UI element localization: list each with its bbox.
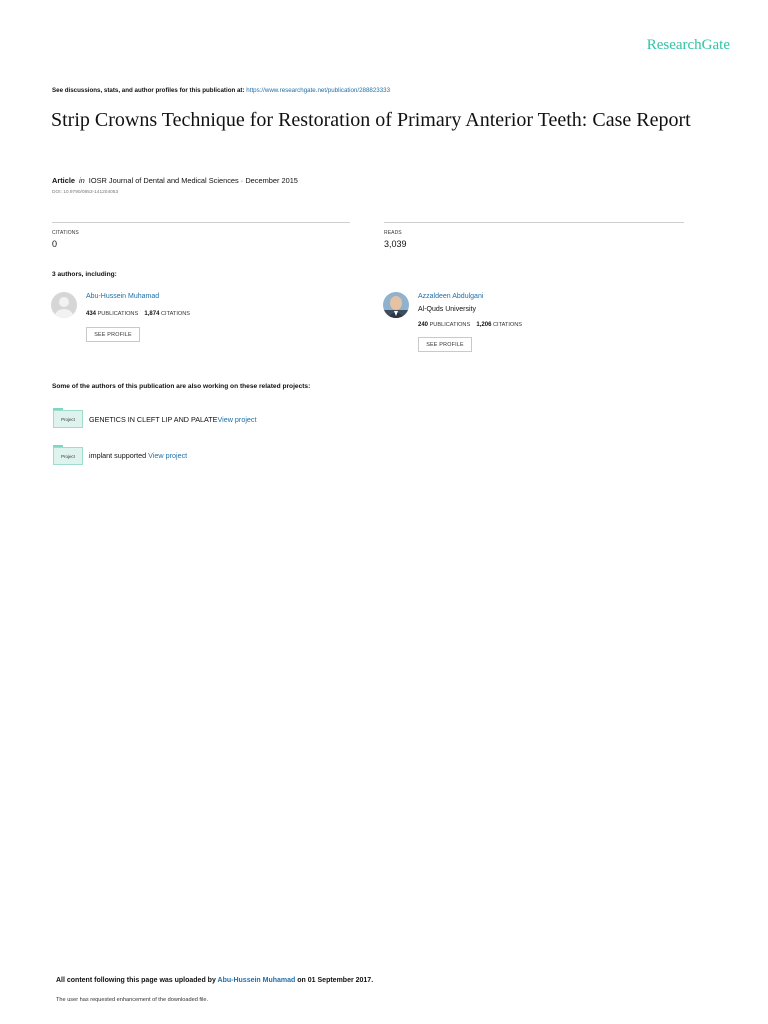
see-discussions-text: See discussions, stats, and author profiles for this publication at: (52, 87, 245, 94)
projects-heading: Some of the authors of this publication are also working on these related projects: (52, 383, 311, 390)
publications-label: PUBLICATIONS (429, 322, 471, 328)
project-folder-icon[interactable] (53, 408, 83, 428)
see-profile-button[interactable]: SEE PROFILE (418, 337, 472, 352)
publications-label: PUBLICATIONS (97, 311, 139, 317)
author-affiliation-2[interactable]: Al-Quds University (418, 306, 476, 313)
paper-title: Strip Crowns Technique for Restoration of Primary Anterior Teeth: Case Report (51, 109, 691, 131)
view-project-link[interactable]: View project (217, 415, 257, 424)
journal-name: IOSR Journal of Dental and Medical Sciences (88, 176, 239, 185)
see-discussions-line (52, 87, 390, 94)
author-name-1[interactable]: Abu-Hussein Muhamad (86, 293, 160, 300)
authors-heading: 3 authors, including: (52, 271, 117, 278)
article-type: Article (52, 176, 76, 185)
project-folder-icon[interactable] (53, 445, 83, 465)
default-user-avatar-icon[interactable] (51, 292, 77, 318)
user-photo-avatar[interactable] (383, 292, 409, 318)
see-profile-button[interactable]: SEE PROFILE (86, 327, 140, 342)
researchgate-logo[interactable]: ResearchGate (646, 37, 730, 53)
citations-label: CITATIONS (161, 311, 191, 317)
project-name: GENETICS IN CLEFT LIP AND PALATE (89, 415, 218, 424)
author-publications-count: 240 (418, 322, 429, 328)
author-citations-count: 1,874 (144, 311, 160, 317)
project-folder-label: Project (61, 454, 75, 459)
upload-notice (56, 977, 373, 984)
meta-separator: · (240, 176, 244, 185)
citations-value: 0 (52, 239, 58, 249)
author-stats-2 (418, 322, 522, 328)
author-stats-1 (86, 311, 190, 317)
publication-url-link[interactable]: https://www.researchgate.net/publication/288823333 (246, 87, 391, 94)
project-folder-label: Project (61, 417, 75, 422)
citations-divider (52, 222, 350, 223)
uploader-link[interactable]: Abu-Hussein Muhamad (217, 977, 296, 984)
in-label: in (79, 176, 85, 185)
citations-label: CITATIONS (493, 322, 523, 328)
view-project-link[interactable]: View project (148, 451, 188, 460)
author-citations-count: 1,206 (476, 322, 492, 328)
doi: DOI: 10.9790/0853-141204053 (52, 190, 119, 195)
project-name: implant supported (89, 451, 147, 460)
upload-prefix: All content following this page was uploaded by (56, 977, 216, 984)
article-meta-line (52, 176, 298, 185)
author-publications-count: 434 (86, 311, 97, 317)
reads-value: 3,039 (384, 239, 407, 249)
enhancement-note: The user has requested enhancement of the downloaded file. (56, 997, 209, 1003)
reads-label: READS (384, 230, 402, 236)
publication-date: December 2015 (245, 176, 298, 185)
citations-label: CITATIONS (52, 230, 79, 236)
reads-divider (384, 222, 684, 223)
upload-suffix: on 01 September 2017. (297, 977, 374, 984)
project-item-2 (89, 451, 187, 460)
author-name-2[interactable]: Azzaldeen Abdulgani (418, 293, 484, 300)
project-item-1 (89, 415, 257, 424)
